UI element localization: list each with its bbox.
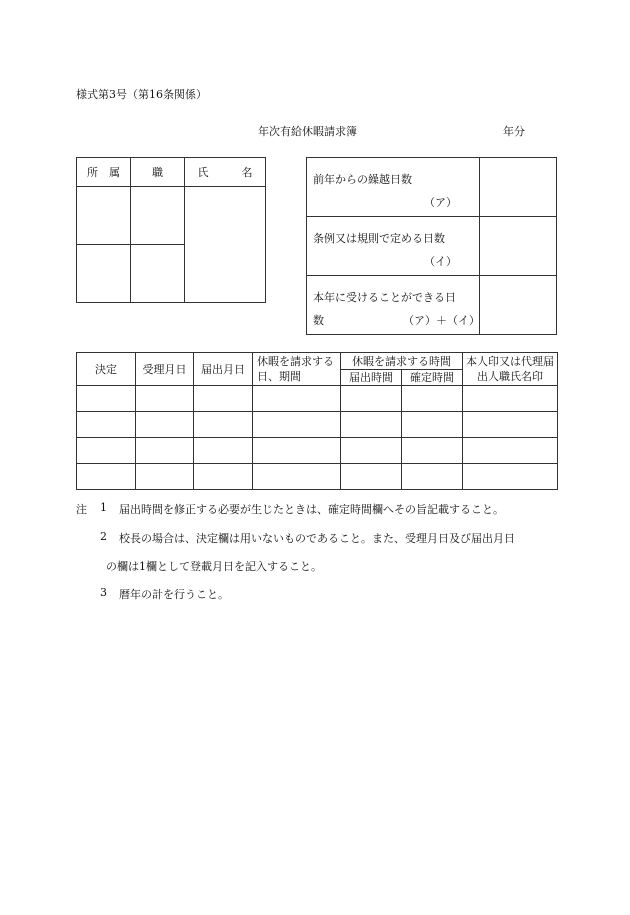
carryover-days-label (307, 158, 480, 217)
ordinance-days-marker: （イ） (424, 255, 457, 268)
seal-header: 本人印又は代理届出人職氏名印 (463, 353, 558, 386)
note-text: 暦年の計を行うこと。 (119, 588, 229, 601)
table-cell[interactable] (341, 464, 402, 490)
table-cell[interactable] (136, 412, 194, 438)
table-cell[interactable] (402, 438, 463, 464)
table-cell[interactable] (194, 412, 253, 438)
leave-hours-header: 休暇を請求する時間 (341, 353, 463, 370)
name-cell[interactable] (185, 187, 266, 303)
table-cell[interactable] (77, 412, 136, 438)
table-cell[interactable] (194, 386, 253, 412)
year-label: 年分 (503, 125, 525, 138)
note-text: 校長の場合は、決定欄は用いないものであること。また、受理月日及び届出月日 (119, 532, 515, 545)
table-cell[interactable] (77, 386, 136, 412)
document-title: 年次有給休暇請求簿 (258, 125, 357, 138)
carryover-days-text: 前年からの繰越日数 (313, 173, 412, 186)
table-row (77, 386, 558, 412)
table-cell[interactable] (463, 412, 558, 438)
table-cell[interactable] (463, 464, 558, 490)
table-cell[interactable] (402, 464, 463, 490)
available-days-text: 本年に受けることができる日 (313, 291, 456, 304)
name-header: 氏 名 (185, 158, 266, 187)
leave-request-table (76, 352, 558, 490)
position-cell[interactable] (131, 245, 185, 303)
position-header: 職 (131, 158, 185, 187)
table-cell[interactable] (253, 412, 341, 438)
position-cell[interactable] (131, 187, 185, 245)
note-text-cont: の欄は1欄として登載月日を記入すること。 (106, 560, 322, 573)
filed-time-header: 届出時間 (341, 370, 402, 386)
available-days-value[interactable] (480, 276, 557, 335)
available-days-label (307, 276, 480, 335)
available-days-text-cont: 数 (313, 314, 324, 327)
table-cell[interactable] (402, 412, 463, 438)
notes-prefix: 注 (76, 503, 87, 516)
form-number: 様式第3号（第16条関係） (76, 88, 207, 101)
leave-days-table (306, 157, 557, 335)
affiliation-table (76, 157, 266, 303)
table-cell[interactable] (194, 464, 253, 490)
table-row (77, 438, 558, 464)
affiliation-header: 所 属 (77, 158, 131, 187)
table-row (77, 464, 558, 490)
carryover-days-value[interactable] (480, 158, 557, 217)
note-number: 2 (100, 530, 107, 543)
ordinance-days-label (307, 217, 480, 276)
received-date-header: 受理月日 (136, 353, 194, 386)
available-days-formula: （ア）＋（イ） (403, 314, 480, 327)
carryover-days-marker: （ア） (424, 196, 457, 209)
table-cell[interactable] (341, 438, 402, 464)
affiliation-cell[interactable] (77, 187, 131, 245)
table-cell[interactable] (136, 386, 194, 412)
table-cell[interactable] (136, 438, 194, 464)
table-cell[interactable] (341, 386, 402, 412)
table-cell[interactable] (402, 386, 463, 412)
table-cell[interactable] (253, 464, 341, 490)
note-number: 3 (100, 586, 107, 599)
note-text: 届出時間を修正する必要が生じたときは、確定時間欄へその旨記載すること。 (119, 503, 504, 516)
table-cell[interactable] (341, 412, 402, 438)
note-number: 1 (100, 501, 107, 514)
affiliation-cell[interactable] (77, 245, 131, 303)
table-cell[interactable] (253, 386, 341, 412)
ordinance-days-value[interactable] (480, 217, 557, 276)
table-cell[interactable] (253, 438, 341, 464)
table-cell[interactable] (136, 464, 194, 490)
table-row (77, 412, 558, 438)
confirmed-time-header: 確定時間 (402, 370, 463, 386)
table-cell[interactable] (463, 386, 558, 412)
leave-period-header: 休暇を請求する日、期間 (253, 353, 341, 386)
table-cell[interactable] (77, 438, 136, 464)
filed-date-header: 届出月日 (194, 353, 253, 386)
table-cell[interactable] (194, 438, 253, 464)
ordinance-days-text: 条例又は規則で定める日数 (313, 232, 445, 245)
decision-header: 決定 (77, 353, 136, 386)
table-cell[interactable] (463, 438, 558, 464)
table-cell[interactable] (77, 464, 136, 490)
